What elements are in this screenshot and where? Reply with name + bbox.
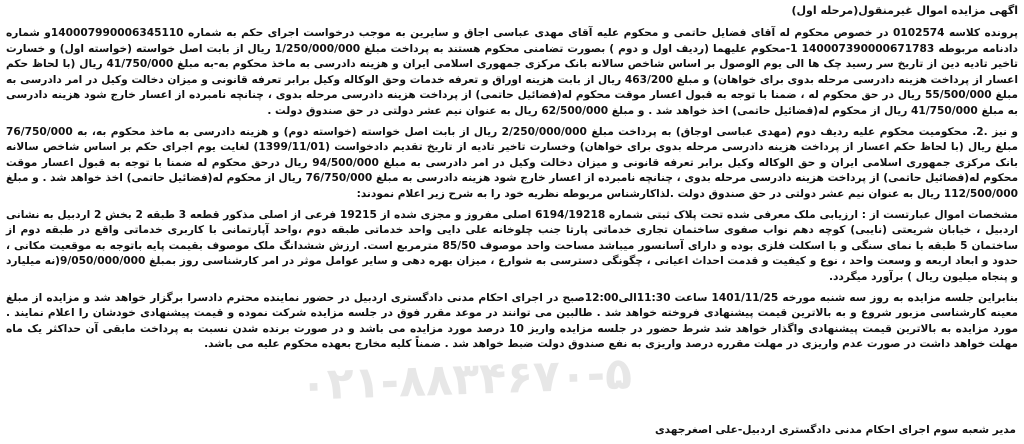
paragraph-judgment-first: پرونده کلاسه 0102574 در خصوص محکوم له آقای فضایل حاتمی و محکوم علیه آقای مهدی عباسی اجاق و سایرین به موجب درخواست اجرای حکم به شماره 140007990006345110و شماره دادنامه مربوطه 140007390000671783 1-محکوم علیهما (ردیف اول و دوم ) بصورت تضامنی محکوم هستند به پرداخت مبلغ 1/250/000/000 ریال از بابت اصل خواسته (خواسته اول) و خسارت تاخیر تادیه دین از تاریخ سر رسید چک ها الی یوم الوصول بر اساس شاخص سالانه بانک مرکزی جمهوری اسلامی ایران و هزینه دادرسی به ماخذ محکوم به-به مبلغ 41/750/000 ریال (با لحاظ حکم اعسار از پرداخت هزینه دادرسی مرحله بدوی برای خواهان) و مبلغ 463/200 ریال از بابت هزینه اوراق و تعرفه خدمات وحق الوکاله وکیل برابر تعرفه قانونی و میزان دخالت وکیل در امر دادرسی به مبلغ 55/500/000 ریال در حق محکوم له ، ضمنا با توجه به قبول اعسار موقت محکوم له(فضائیل حاتمی) از پرداخت هزینه دادرسی مرحله بدوی ، چنانچه نامبرده از اعسار خارج شود هزینه دادرسی به مبلغ 41/750/000 ریال از محکوم له(فضائیل حاتمی) اخذ خواهد شد . و مبلغ 62/500/000 ریال به عنوان نیم عشر دولتی در حق صندوق دولت . xyxy=(6,27,1019,117)
phone-watermark: ۰۲۱-۸۸۳۴۶۷۰-۵ xyxy=(299,348,633,411)
signature-line: مدیر شعبه سوم اجرای احکام مدنی دادگستری اردبیل-علی اصغرجهدی xyxy=(654,424,1016,436)
paragraph-auction-terms: بنابراین جلسه مزایده به روز سه شنبه مورخه 1401/11/25 ساعت 11:30الی12:00صبح در اجرای احکام مدنی دادگستری اردبیل در حضور نماینده محترم دادسرا برگزار خواهد شد و مزایده از مبلغ معینه کارشناسی مزبور شروع و به بالاترین قیمت پیشنهادی فروخته خواهد شد . طالبین می توانند در موعد مقرر فوق در جلسه مزایده شرکت نموده و قیمت پیشنهادی خودشان را اعلام نمایند . مورد مزایده به بالاترین قیمت پیشنهادی واگذار خواهد شد شرط حضور در جلسه مزایده واریز 10 درصد مورد مزایده می باشد و در صورت برنده شدن نسبت به پرداخت مابقی آن حداکثر یک ماه مهلت خواهد داشت در صورت عدم واریزی در مهلت مقرره درصد واریزی به نفع صندوق دولت ضبط خواهد شد . ضمناً کلیه مخارج بعهده محکوم علیه می باشد. xyxy=(6,291,1018,351)
paragraph-judgment-second: و نیز .2. محکومیت محکوم علیه ردیف دوم (مهدی عباسی اوجاق) به پرداخت مبلغ 2/250/000/000 ریال از بابت اصل خواسته (خواسته دوم) و هزینه دادرسی به ماخذ محکوم به، به 76/750/000 مبلغ ریال (با لحاظ حکم اعسار از پرداخت هزینه دادرسی مرحله بدوی برای خواهان) وخسارت تاخیر تادیه از تاریخ تقدیم دادخواست (1399/11/01) لغایت یوم اجرای حکم بر اساس شاخص سالانه بانک مرکزی جمهوری اسلامی ایران و حق الوکاله وکیل برابر تعرفه قانونی و میزان دخالت وکیل در امر دادرسی به مبلغ 94/500/000 ریال درحق محکوم له ضمنا با توجه به قبول اعسار موقت محکوم له(فضائیل حاتمی) از پرداخت هزینه دادرسی مرحله بدوی ، چنانچه نامبرده از اعسار خارج شود هزینه دادرسی به مبلغ 76/750/000 ریال از محکوم له(فضائیل حاتمی) اخذ خواهد شد . و مبلغ 112/500/000 ریال به عنوان نیم عشر دولتی در حق صندوق دولت .لذاکارشناس مربوطه نظریه خود را به شرح زیر اعلام نمودند: xyxy=(6,125,1019,200)
paragraph-property-details: مشخصات اموال عبارتست از : ارزیابی ملک معرفی شده تحت پلاک ثبتی شماره 6194/19218 اصلی مفروز و مجزی شده از 19215 فرعی از اصلی مذکور قطعه 3 طبقه 2 بخش 2 اردبیل به نشانی اردبیل ، خیابان شریعتی (نایبی) کوچه دهم نواب صفوی ساختمان تجاری خدماتی پارتا جنب چلوخانه علی دایی واحد خدماتی طبقه دوم ،واحد آپارتمانی با کاربری خدماتی واقع در طبقه دوم از ساختمان 5 طبقه با نمای سنگی و با اسکلت فلزی بوده و دارای آسانسور میباشد مساحت واحد موصوف 85/50 مترمربع است. ارزش ششدانگ ملک موصوف بقیمت پایه باتوجه به موقعیت مکانی ، حدود و ابعاد اربعه و وسعت واحد ، نوع و کیفیت و قدمت احداث اعیانی ، چگونگی دسترسی به شوارع ، میزان بهره دهی و سایر عوامل موثر در امر کارشناسی روز بمبلغ 9/050/000/000(نه میلیارد و پنجاه میلیون ریال ) برآورد میگردد. xyxy=(6,208,1018,283)
document-title: اگهی مزایده اموال غیرمنقول(مرحله اول) xyxy=(791,4,1018,17)
